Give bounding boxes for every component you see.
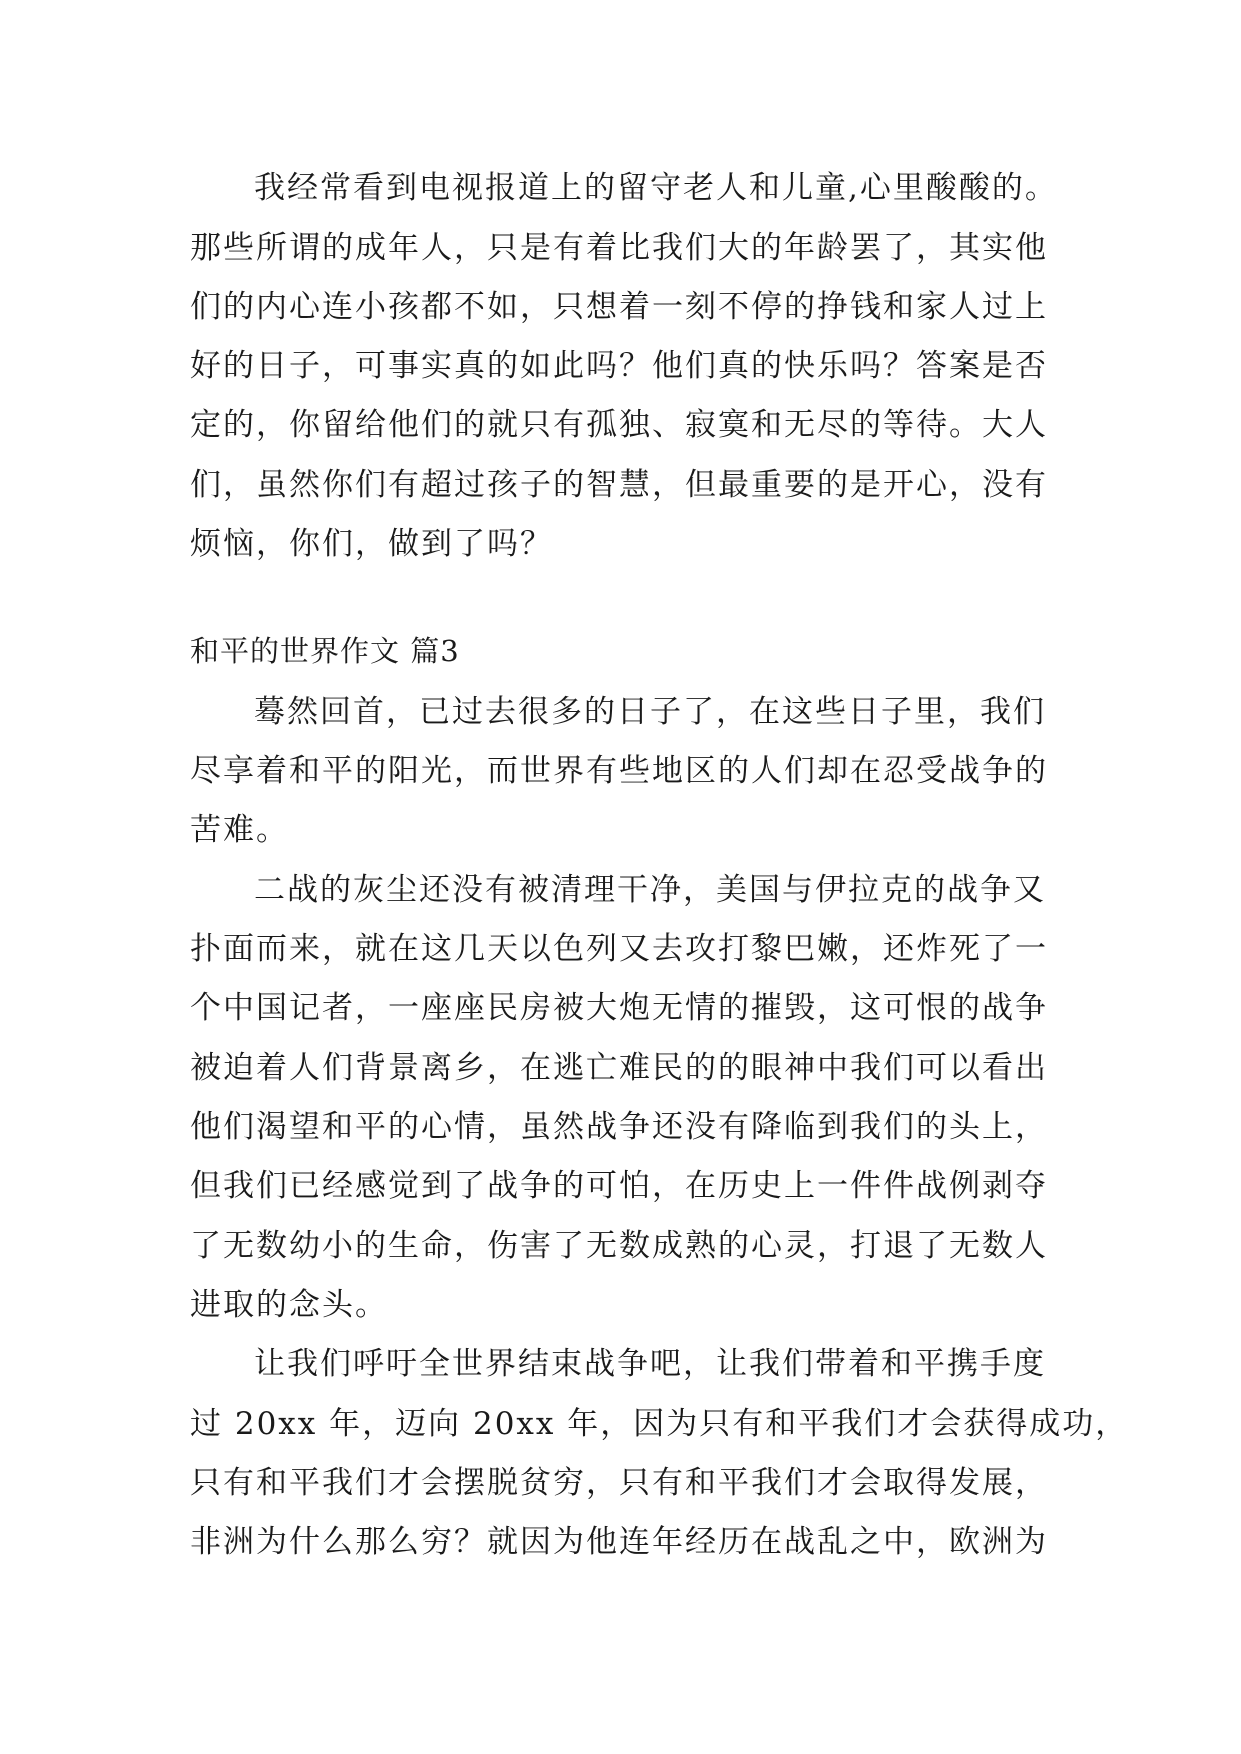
paragraph-line: 了无数幼小的生命，伤害了无数成熟的心灵，打退了无数人 — [190, 1228, 1048, 1264]
paragraph-line: 扑面而来，就在这几天以色列又去攻打黎巴嫩，还炸死了一 — [190, 931, 1048, 967]
paragraph-line: 被迫着人们背景离乡，在逃亡难民的的眼神中我们可以看出 — [190, 1050, 1048, 1086]
paragraph-line: 苦难。 — [190, 812, 289, 848]
paragraph-line: 尽享着和平的阳光，而世界有些地区的人们却在忍受战争的 — [190, 753, 1048, 789]
paragraph-line: 他们渴望和平的心情，虽然战争还没有降临到我们的头上， — [190, 1109, 1048, 1145]
section-heading: 和平的世界作文 篇3 — [190, 634, 460, 668]
paragraph-line: 蓦然回首，已过去很多的日子了，在这些日子里，我们 — [254, 694, 1046, 730]
paragraph-line: 定的，你留给他们的就只有孤独、寂寞和无尽的等待。大人 — [190, 407, 1048, 443]
paragraph-line: 们的内心连小孩都不如，只想着一刻不停的挣钱和家人过上 — [190, 289, 1048, 325]
paragraph-line: 只有和平我们才会摆脱贫穷，只有和平我们才会取得发展， — [190, 1465, 1048, 1501]
paragraph-line: 烦恼，你们，做到了吗？ — [190, 526, 553, 562]
paragraph-line: 但我们已经感觉到了战争的可怕，在历史上一件件战例剥夺 — [190, 1168, 1048, 1204]
paragraph-line: 让我们呼吁全世界结束战争吧，让我们带着和平携手度 — [254, 1346, 1046, 1382]
paragraph-line: 非洲为什么那么穷？就因为他连年经历在战乱之中，欧洲为 — [190, 1524, 1048, 1560]
paragraph-line: 我经常看到电视报道上的留守老人和儿童,心里酸酸的。 — [254, 170, 1058, 206]
paragraph-line: 们，虽然你们有超过孩子的智慧，但最重要的是开心，没有 — [190, 467, 1048, 503]
paragraph-line: 进取的念头。 — [190, 1287, 388, 1323]
paragraph-line: 个中国记者，一座座民房被大炮无情的摧毁，这可恨的战争 — [190, 990, 1048, 1026]
paragraph-line: 那些所谓的成年人，只是有着比我们大的年龄罢了，其实他 — [190, 230, 1048, 266]
paragraph-line: 好的日子，可事实真的如此吗？他们真的快乐吗？答案是否 — [190, 348, 1048, 384]
paragraph-line: 过 20xx 年，迈向 20xx 年，因为只有和平我们才会获得成功， — [190, 1406, 1129, 1442]
paragraph-line: 二战的灰尘还没有被清理干净，美国与伊拉克的战争又 — [254, 872, 1046, 908]
